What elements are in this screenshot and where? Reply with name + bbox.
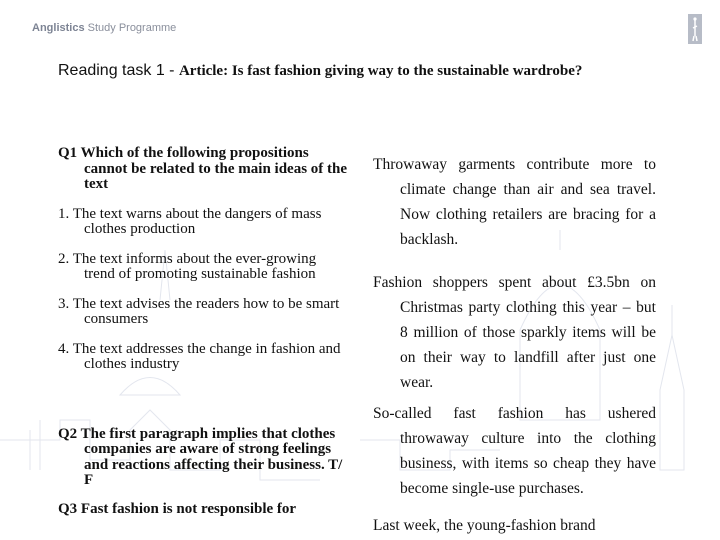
- title-text: Article: Is fast fashion giving way to the sustainable wardrobe?: [178, 63, 583, 79]
- option-2: 2. The text informs about the ever-growing trend of promoting sustainable fashion: [58, 250, 317, 282]
- page-header: [32, 22, 176, 34]
- question-3: Q3 Fast fashion is not responsible for: [58, 500, 297, 517]
- question-2: Q2 The first paragraph implies that clothes companies are aware of strong feelings and reactions affecting their business. T/ F: [58, 425, 343, 488]
- article-paragraph: Last week, the young-fashion brand: [373, 517, 596, 534]
- option-1: 1. The text warns about the dangers of mass clothes production: [58, 205, 322, 237]
- article-column: [373, 152, 656, 538]
- option-4: 4. The text addresses the change in fashion and clothes industry: [58, 340, 341, 372]
- article-paragraph: So-called fast fashion has ushered throwaway culture into the clothing business, with items so cheap they have become single-use purchases.: [373, 405, 656, 497]
- questions-column: [58, 146, 348, 517]
- option-3: 3. The text advises the readers how to be smart consumers: [58, 295, 340, 327]
- question-1: Q1 Which of the following propositions cannot be related to the main ideas of the text: [58, 145, 348, 192]
- title-prefix: Reading task 1 -: [58, 62, 179, 79]
- article-paragraph: Fashion shoppers spent about £3.5bn on Christmas party clothing this year – but 8 million of those sparkly items will be on their way to landfill after just one wear.: [373, 274, 656, 391]
- header-subtitle: Study Programme: [84, 22, 177, 34]
- header-brand: Anglistics: [32, 22, 85, 34]
- article-paragraph: Throwaway garments contribute more to climate change than air and sea travel. Now clothing retailers are bracing for a backlash.: [373, 156, 656, 248]
- figure-logo-icon: [688, 14, 702, 44]
- reading-task-title: [58, 62, 658, 80]
